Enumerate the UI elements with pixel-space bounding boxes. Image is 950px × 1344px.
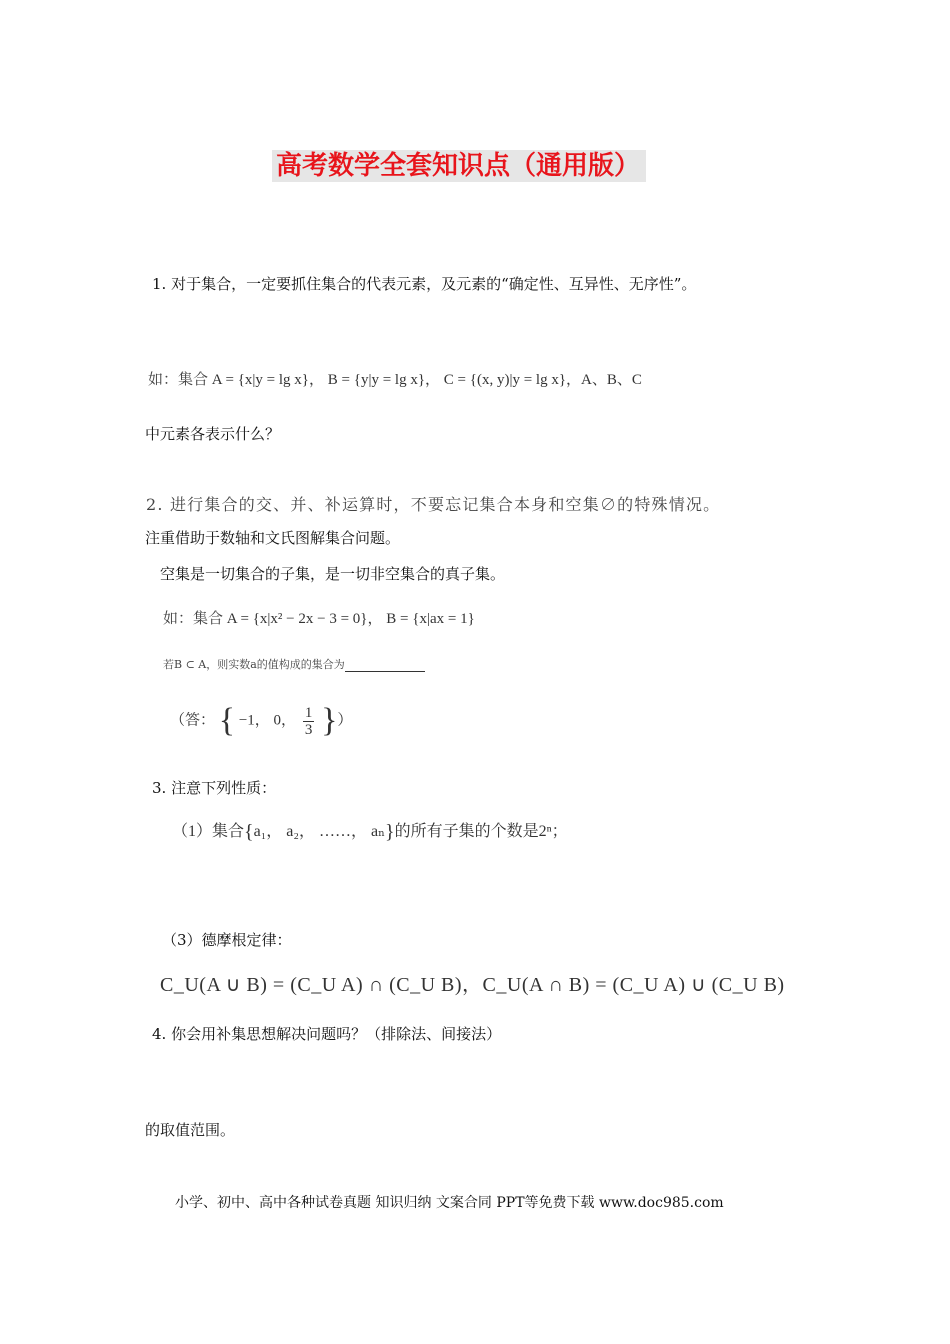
fraction-denominator: 3 bbox=[304, 721, 313, 738]
property-1-elements: a₁， a₂， ……， aₙ bbox=[253, 823, 386, 840]
example-2-set-a: A = {x|x² − 2x − 3 = 0} bbox=[226, 611, 368, 627]
answer-prefix: （答： bbox=[170, 712, 216, 729]
fraction-numerator: 1 bbox=[304, 704, 313, 721]
answer-items: −1， 0， bbox=[238, 712, 297, 729]
example-2-line: 如：集合 A = {x|x² − 2x − 3 = 0}， B = {x|ax = 1} bbox=[163, 611, 475, 627]
item-2-note: 注重借助于数轴和文氏图解集合问题。 bbox=[145, 529, 401, 547]
example-1-set-a: A = {x|y = lg x} bbox=[211, 372, 310, 388]
item-2-text: 2. 进行集合的交、并、补运算时，不要忘记集合本身和空集∅的特殊情况。 bbox=[146, 495, 721, 514]
example-1-line: 如：集合 A = {x|y = lg x}， B = {y|y = lg x}， C = {(x, y)|y = lg x}，A、B、C bbox=[148, 372, 642, 388]
answer-suffix: ） bbox=[337, 712, 353, 729]
range-text: 的取值范围。 bbox=[145, 1121, 236, 1139]
example-1-set-b: B = {y|y = lg x} bbox=[327, 372, 426, 388]
answer-right-brace: } bbox=[321, 702, 338, 739]
answer-line bbox=[170, 702, 352, 740]
example-2-set-b: B = {x|ax = 1} bbox=[386, 611, 475, 627]
example-2-question-line bbox=[163, 656, 425, 672]
property-1-left-brace: { bbox=[244, 821, 254, 843]
property-1-line bbox=[172, 818, 568, 842]
item-3-text: 3. 注意下列性质： bbox=[152, 779, 277, 797]
example-1-set-c: C = {(x, y)|y = lg x} bbox=[443, 372, 567, 388]
example-2-prefix: 如：集合 bbox=[163, 611, 224, 627]
example-1-question: 中元素各表示什么？ bbox=[145, 425, 281, 443]
property-1-suffix: 的所有子集的个数是2ⁿ； bbox=[394, 823, 568, 840]
property-1-prefix: （1）集合 bbox=[172, 823, 245, 840]
example-1-prefix: 如：集合 bbox=[148, 372, 209, 388]
footer-text: 小学、初中、高中各种试卷真题 知识归纳 文案合同 PPT等免费下载 www.doc985.com bbox=[175, 1195, 724, 1211]
property-1-right-brace: } bbox=[385, 821, 395, 843]
item-1-text: 1. 对于集合，一定要抓住集合的代表元素，及元素的“确定性、互异性、无序性”。 bbox=[152, 275, 697, 293]
empty-set-statement: 空集是一切集合的子集，是一切非空集合的真子集。 bbox=[160, 565, 506, 583]
answer-left-brace: { bbox=[218, 702, 236, 739]
example-1-tail: ，A、B、C bbox=[566, 372, 642, 388]
demorgan-formula: C_U(A ∪ B) = (C_U A) ∩ (C_U B)，C_U(A ∩ B) = (C_U A) ∪ (C_U B) bbox=[160, 974, 785, 996]
item-4-text: 4. 你会用补集思想解决问题吗？（排除法、间接法） bbox=[152, 1025, 502, 1043]
page-title: 高考数学全套知识点（通用版） bbox=[272, 150, 646, 182]
answer-blank bbox=[345, 659, 425, 672]
answer-fraction bbox=[303, 705, 315, 738]
property-3-label: （3）德摩根定律： bbox=[162, 931, 292, 949]
example-2-question: 若B ⊂ A，则实数a的值构成的集合为 bbox=[163, 658, 345, 671]
